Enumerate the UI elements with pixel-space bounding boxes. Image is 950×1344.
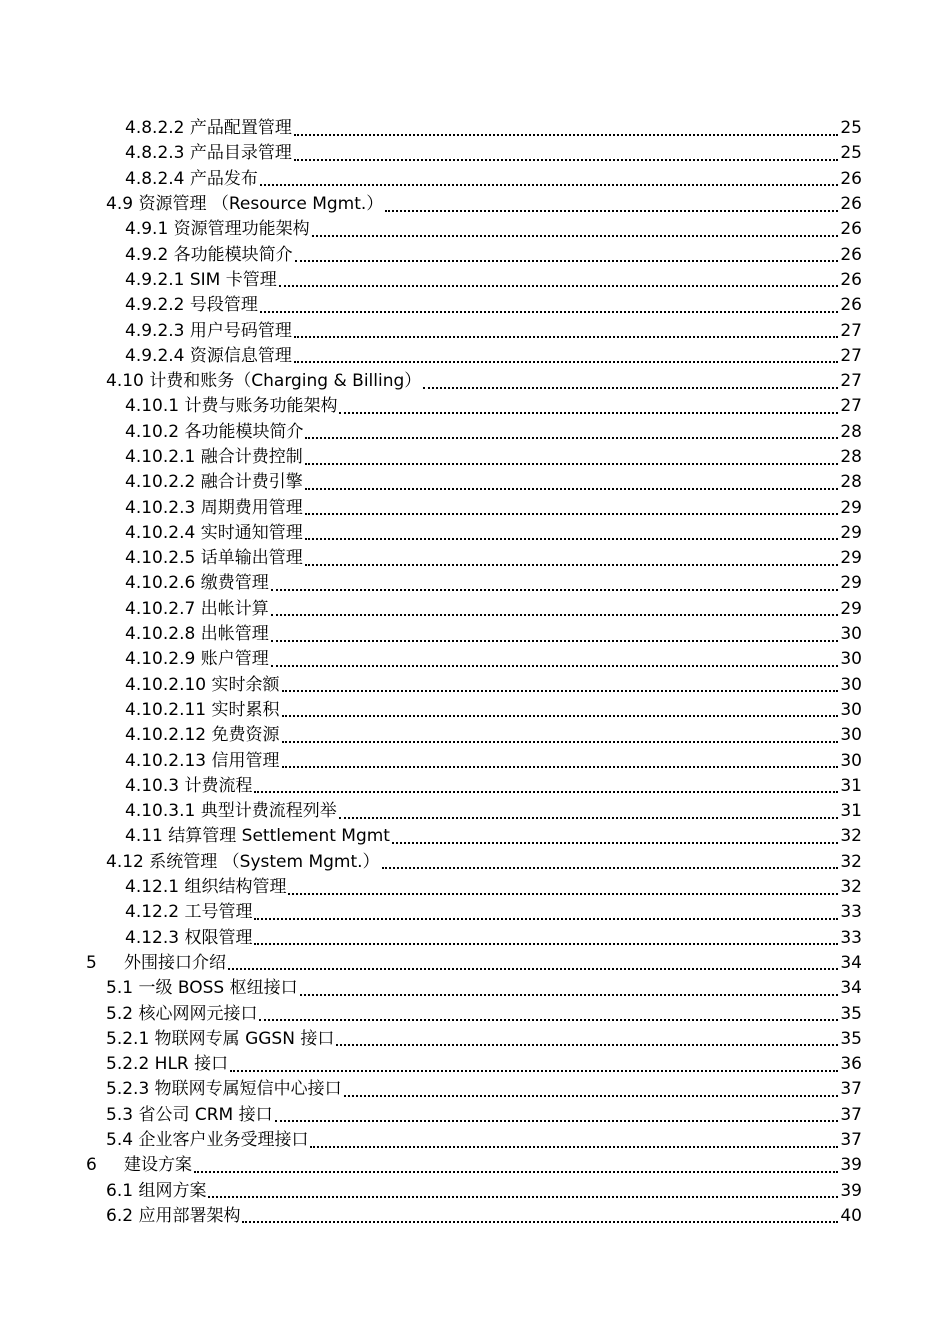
toc-entry-page-number: 30 xyxy=(840,624,862,645)
toc-entry-page-number: 35 xyxy=(840,1028,862,1049)
toc-dot-leader xyxy=(294,134,838,136)
toc-entry-title: 4.12.2 工号管理 xyxy=(125,902,253,923)
toc-entry[interactable] xyxy=(0,141,950,166)
toc-entry[interactable] xyxy=(0,521,950,546)
toc-entry-page-number: 26 xyxy=(840,219,862,240)
toc-entry-title: 4.9.2.4 资源信息管理 xyxy=(125,345,292,366)
toc-entry-title: 4.10.2.10 实时余额 xyxy=(125,674,280,695)
toc-entry-page-number: 32 xyxy=(840,851,862,872)
toc-entry-page-number: 31 xyxy=(840,801,862,822)
toc-entry-page-number: 29 xyxy=(840,573,862,594)
toc-entry[interactable] xyxy=(0,1128,950,1153)
toc-entry-title: 4.10.2.3 周期费用管理 xyxy=(125,497,303,518)
toc-entry[interactable] xyxy=(0,571,950,596)
toc-dot-leader xyxy=(294,159,838,161)
toc-dot-leader xyxy=(305,437,838,439)
toc-entry-number: 6 xyxy=(86,1155,97,1176)
toc-dot-leader xyxy=(344,1095,838,1097)
toc-dot-leader xyxy=(310,1146,838,1148)
toc-dot-leader xyxy=(305,488,838,490)
toc-entry-title: 4.10.3 计费流程 xyxy=(125,775,253,796)
toc-entry-page-number: 35 xyxy=(840,1003,862,1024)
toc-dot-leader xyxy=(339,817,838,819)
toc-entry-page-number: 29 xyxy=(840,497,862,518)
toc-dot-leader xyxy=(271,589,838,591)
toc-entry-page-number: 29 xyxy=(840,548,862,569)
toc-entry-page-number: 33 xyxy=(840,927,862,948)
toc-entry-page-number: 29 xyxy=(840,598,862,619)
toc-entry[interactable] xyxy=(0,1001,950,1026)
toc-entry[interactable] xyxy=(0,698,950,723)
toc-entry-page-number: 27 xyxy=(840,320,862,341)
toc-entry-page-number: 26 xyxy=(840,168,862,189)
toc-entry[interactable] xyxy=(0,1027,950,1052)
toc-entry-page-number: 27 xyxy=(840,396,862,417)
toc-entry[interactable] xyxy=(0,293,950,318)
toc-dot-leader xyxy=(275,1120,838,1122)
toc-dot-leader xyxy=(312,235,838,237)
toc-dot-leader xyxy=(294,336,838,338)
toc-entry-title: 4.11 结算管理 Settlement Mgmt xyxy=(125,826,390,847)
toc-entry-page-number: 25 xyxy=(840,118,862,139)
toc-entry[interactable] xyxy=(0,1077,950,1102)
toc-entry-title: 4.9.2.2 号段管理 xyxy=(125,295,258,316)
toc-entry[interactable] xyxy=(0,1153,950,1178)
toc-entry-title: 5.3 省公司 CRM 接口 xyxy=(106,1104,273,1125)
toc-entry-page-number: 26 xyxy=(840,244,862,265)
toc-dot-leader xyxy=(288,893,838,895)
toc-entry-title: 4.10.2.1 融合计费控制 xyxy=(125,447,303,467)
toc-entry-title: 4.12.1 组织结构管理 xyxy=(125,877,287,898)
toc-entry[interactable] xyxy=(0,774,950,799)
toc-dot-leader xyxy=(305,538,838,540)
toc-entry-page-number: 36 xyxy=(840,1054,862,1075)
toc-entry-page-number: 32 xyxy=(840,877,862,898)
toc-entry[interactable] xyxy=(0,900,950,925)
toc-dot-leader xyxy=(254,943,838,945)
toc-dot-leader xyxy=(385,210,838,212)
toc-entry[interactable] xyxy=(0,875,950,900)
toc-entry-title: 4.12.3 权限管理 xyxy=(125,927,253,948)
toc-entry-title: 4.10.2.6 缴费管理 xyxy=(125,573,269,594)
toc-entry[interactable] xyxy=(0,647,950,672)
toc-entry-title: 4.9.1 资源管理功能架构 xyxy=(125,219,310,240)
toc-dot-leader xyxy=(271,665,838,667)
toc-entry[interactable] xyxy=(0,470,950,495)
toc-entry-title: 4.9.2 各功能模块简介 xyxy=(125,244,293,265)
toc-entry-title: 4.9.2.1 SIM 卡管理 xyxy=(125,269,277,290)
toc-entry[interactable] xyxy=(0,420,950,445)
toc-dot-leader xyxy=(242,1221,838,1223)
toc-dot-leader xyxy=(260,184,838,186)
toc-entry[interactable] xyxy=(0,217,950,242)
toc-entry-title: 5.4 企业客户业务受理接口 xyxy=(106,1130,309,1151)
toc-entry[interactable] xyxy=(0,445,950,470)
toc-dot-leader xyxy=(282,766,838,768)
toc-entry-title: 5.2.2 HLR 接口 xyxy=(106,1054,229,1075)
toc-entry[interactable] xyxy=(0,622,950,647)
toc-dot-leader xyxy=(194,1171,838,1173)
toc-dot-leader xyxy=(392,842,838,844)
toc-entry[interactable] xyxy=(0,673,950,698)
toc-entry-title: 4.9.2.3 用户号码管理 xyxy=(125,320,292,341)
toc-entry-page-number: 29 xyxy=(840,522,862,543)
toc-entry[interactable] xyxy=(0,951,950,976)
toc-entry[interactable] xyxy=(0,926,950,951)
toc-entry-page-number: 30 xyxy=(840,649,862,670)
toc-dot-leader xyxy=(282,690,838,692)
toc-entry-page-number: 33 xyxy=(840,902,862,923)
toc-entry[interactable] xyxy=(0,1103,950,1128)
toc-entry-title: 4.12 系统管理 （System Mgmt.） xyxy=(106,851,380,872)
toc-dot-leader xyxy=(282,715,838,717)
toc-entry-title: 建设方案 xyxy=(124,1155,192,1176)
toc-entry[interactable] xyxy=(0,242,950,267)
toc-entry-page-number: 39 xyxy=(840,1155,862,1176)
toc-dot-leader xyxy=(295,260,838,262)
toc-entry-title: 6.2 应用部署架构 xyxy=(106,1205,241,1226)
toc-dot-leader xyxy=(423,387,838,389)
toc-entry-title: 4.10.2.8 出帐管理 xyxy=(125,624,269,645)
toc-dot-leader xyxy=(228,968,838,970)
toc-entry-title: 4.10.1 计费与账务功能架构 xyxy=(125,396,338,417)
toc-entry[interactable] xyxy=(0,344,950,369)
toc-entry-title: 外围接口介绍 xyxy=(124,952,226,973)
toc-entry-page-number: 31 xyxy=(840,775,862,796)
toc-entry-page-number: 27 xyxy=(840,345,862,366)
toc-entry-page-number: 37 xyxy=(840,1130,862,1151)
toc-entry[interactable] xyxy=(0,394,950,419)
toc-entry[interactable] xyxy=(0,597,950,622)
toc-entry-title: 4.8.2.4 产品发布 xyxy=(125,168,258,189)
toc-entry-title: 4.10.2.4 实时通知管理 xyxy=(125,522,303,543)
toc-dot-leader xyxy=(271,640,838,642)
toc-dot-leader xyxy=(336,1044,838,1046)
toc-entry-title: 4.10.2.9 账户管理 xyxy=(125,649,269,670)
toc-entry-page-number: 25 xyxy=(840,143,862,164)
toc-entry[interactable] xyxy=(0,192,950,217)
toc-entry-title: 4.10.2 各功能模块简介 xyxy=(125,421,304,442)
toc-entry-title: 4.10.2.7 出帐计算 xyxy=(125,598,269,619)
toc-dot-leader xyxy=(339,412,838,414)
toc-entry-page-number: 32 xyxy=(840,826,862,847)
toc-entry-title: 6.1 组网方案 xyxy=(106,1180,207,1201)
toc-entry-page-number: 28 xyxy=(840,472,862,493)
toc-entry-title: 4.10.2.2 融合计费引擎 xyxy=(125,472,303,493)
toc-dot-leader xyxy=(254,791,838,793)
toc-dot-leader xyxy=(271,614,838,616)
toc-dot-leader xyxy=(382,867,838,869)
toc-entry[interactable] xyxy=(0,799,950,824)
toc-entry-title: 5.2.1 物联网专属 GGSN 接口 xyxy=(106,1028,335,1049)
toc-dot-leader xyxy=(259,1019,838,1021)
toc-entry-title: 4.9 资源管理 （Resource Mgmt.） xyxy=(106,194,384,215)
toc-entry-page-number: 34 xyxy=(840,978,862,999)
toc-dot-leader xyxy=(294,361,838,363)
toc-entry-title: 4.10.2.13 信用管理 xyxy=(125,750,280,771)
toc-dot-leader xyxy=(260,311,838,313)
toc-entry[interactable] xyxy=(0,976,950,1001)
toc-entry-title: 4.8.2.2 产品配置管理 xyxy=(125,118,292,139)
toc-entry-title: 4.10 计费和账务（Charging & Billing） xyxy=(106,371,422,392)
toc-entry-page-number: 37 xyxy=(840,1079,862,1100)
toc-entry[interactable] xyxy=(0,116,950,141)
toc-dot-leader xyxy=(305,564,838,566)
toc-dot-leader xyxy=(254,918,838,920)
toc-entry-title: 4.10.2.11 实时累积 xyxy=(125,699,280,720)
toc-entry-title: 5.2 核心网网元接口 xyxy=(106,1003,258,1024)
toc-entry[interactable] xyxy=(0,748,950,773)
toc-entry[interactable] xyxy=(0,1052,950,1077)
toc-entry-page-number: 30 xyxy=(840,750,862,771)
toc-entry-title: 4.10.3.1 典型计费流程列举 xyxy=(125,801,337,822)
toc-entry-page-number: 30 xyxy=(840,725,862,746)
toc-dot-leader xyxy=(300,994,838,996)
toc-entry[interactable] xyxy=(0,824,950,849)
toc-dot-leader xyxy=(230,1070,838,1072)
toc-entry-page-number: 37 xyxy=(840,1104,862,1125)
toc-entry-page-number: 28 xyxy=(840,447,862,467)
toc-entry[interactable] xyxy=(0,369,950,394)
toc-entry[interactable] xyxy=(0,167,950,192)
toc-entry-page-number: 26 xyxy=(840,194,862,215)
toc-dot-leader xyxy=(208,1196,838,1198)
toc-entry-page-number: 30 xyxy=(840,699,862,720)
toc-entry[interactable] xyxy=(0,1178,950,1203)
toc-entry-page-number: 26 xyxy=(840,269,862,290)
toc-entry-page-number: 27 xyxy=(840,371,862,392)
toc-entry-page-number: 30 xyxy=(840,674,862,695)
toc-entry-title: 4.10.2.5 话单输出管理 xyxy=(125,548,303,569)
toc-entry-page-number: 28 xyxy=(840,421,862,442)
toc-entry-page-number: 39 xyxy=(840,1180,862,1201)
toc-entry[interactable] xyxy=(0,546,950,571)
toc-entry-page-number: 40 xyxy=(840,1205,862,1226)
toc-entry[interactable] xyxy=(0,268,950,293)
toc-entry-number: 5 xyxy=(86,952,97,973)
toc-dot-leader xyxy=(305,513,838,515)
toc-entry-title: 5.1 一级 BOSS 枢纽接口 xyxy=(106,978,298,999)
toc-entry-page-number: 34 xyxy=(840,952,862,973)
toc-dot-leader xyxy=(282,741,838,743)
toc-entry-page-number: 26 xyxy=(840,295,862,316)
toc-entry-title: 4.8.2.3 产品目录管理 xyxy=(125,143,292,164)
toc-entry-title: 4.10.2.12 免费资源 xyxy=(125,725,280,746)
toc-entry-title: 5.2.3 物联网专属短信中心接口 xyxy=(106,1079,342,1100)
toc-dot-leader xyxy=(305,463,838,465)
table-of-contents xyxy=(0,116,950,1229)
toc-dot-leader xyxy=(279,285,838,287)
toc-entry[interactable] xyxy=(0,495,950,520)
toc-entry[interactable] xyxy=(0,1204,950,1229)
toc-entry[interactable] xyxy=(0,850,950,875)
toc-entry[interactable] xyxy=(0,723,950,748)
toc-entry[interactable] xyxy=(0,318,950,343)
